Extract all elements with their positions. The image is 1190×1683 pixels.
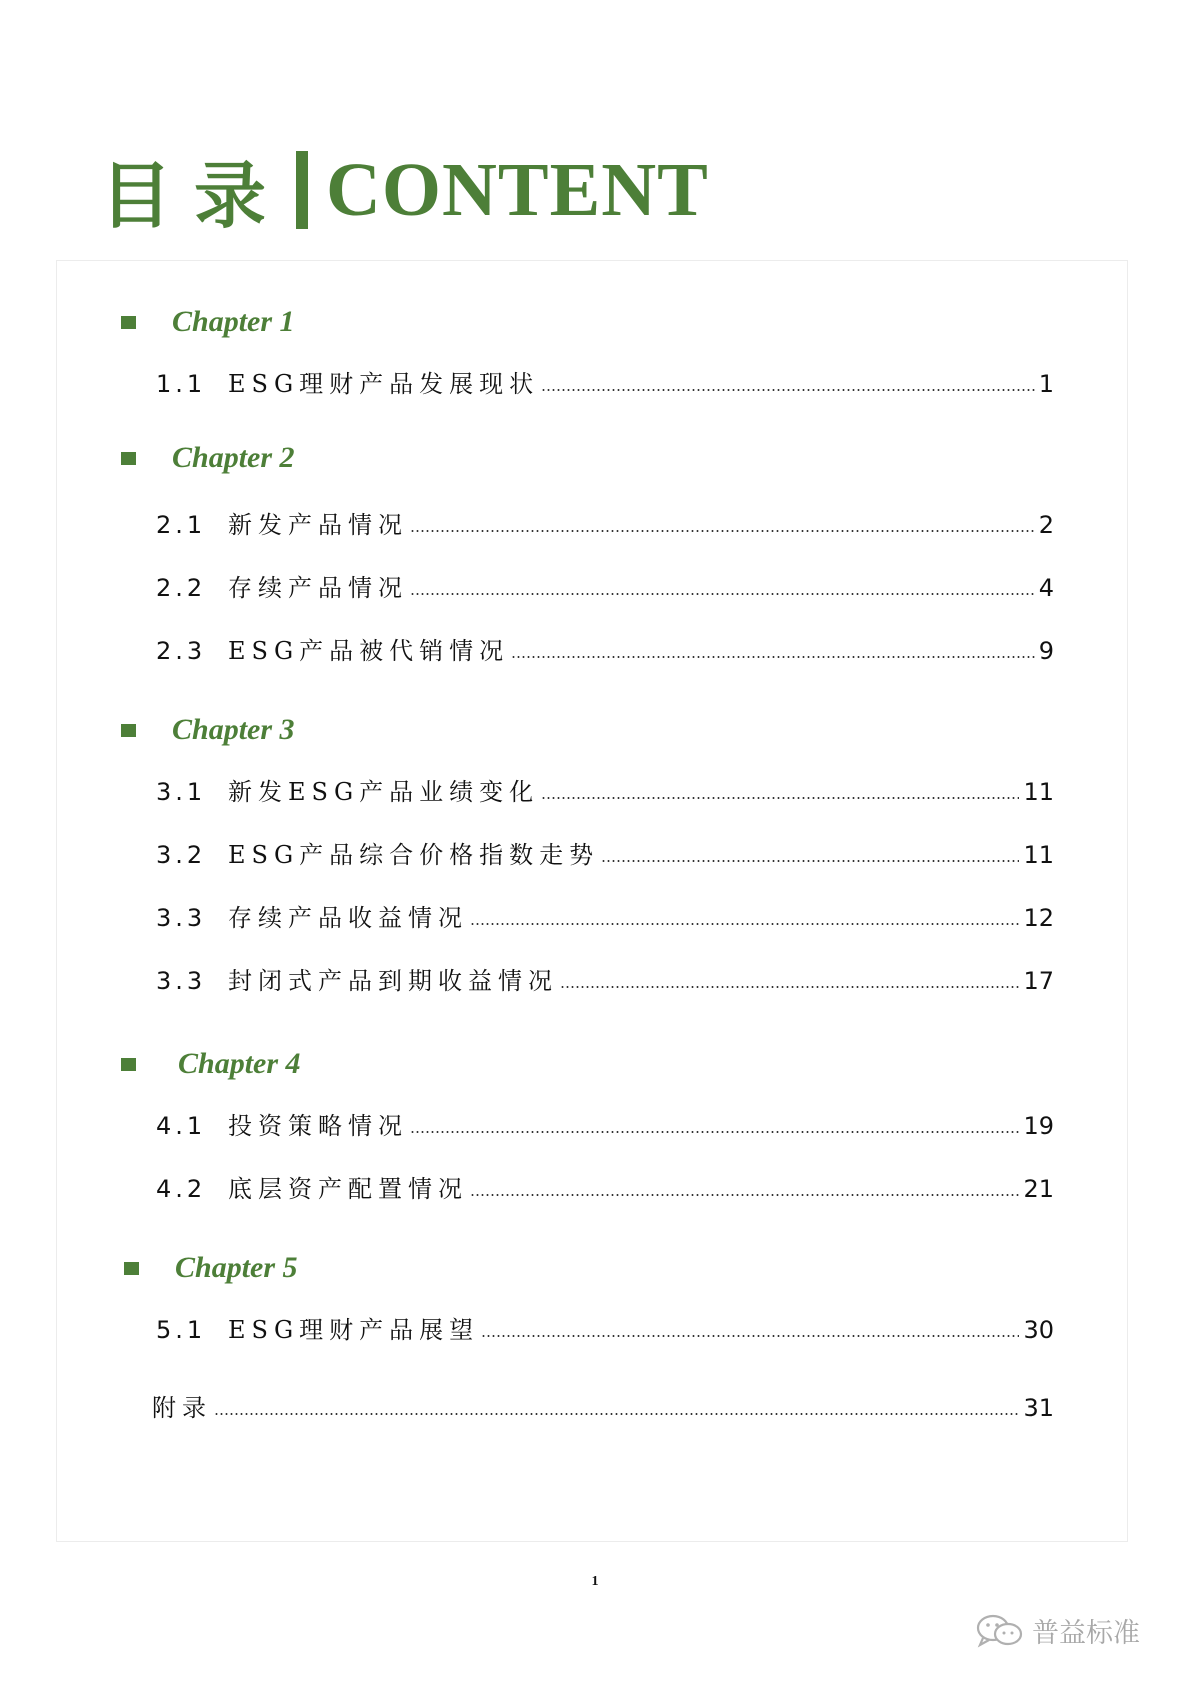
toc-entry-3-4[interactable] [156,962,1054,996]
entry-page: 1 [1038,370,1054,398]
entry-number: 2.2 [156,574,207,602]
toc-entry-1-1[interactable] [156,365,1054,399]
title-english: CONTENT [326,147,709,232]
entry-title: 存续产品收益情况 [228,904,468,932]
entry-number: 4.2 [156,1175,207,1203]
entry-number: 3.1 [156,778,207,806]
entry-number: 3.3 [156,967,207,995]
entry-number: 3.3 [156,904,207,932]
toc-entry-3-1[interactable] [156,773,1054,807]
entry-number: 5.1 [156,1316,207,1344]
chapter-heading-3[interactable] [121,712,295,748]
dot-leader [511,656,1035,658]
bullet-square-icon [124,1262,139,1275]
bullet-square-icon [121,724,136,737]
entry-page: 30 [1023,1316,1054,1344]
dot-leader [470,1194,1019,1196]
entry-page: 12 [1023,904,1054,932]
page-title [100,147,709,238]
toc-entry-3-3[interactable] [156,899,1054,933]
entry-page: 9 [1038,637,1054,665]
entry-number: 3.2 [156,841,207,869]
page-number: 1 [591,1574,599,1589]
entry-page: 21 [1023,1175,1054,1203]
dot-leader [410,593,1035,595]
toc-entry-3-2[interactable] [156,836,1054,870]
entry-title: 投资策略情况 [228,1112,408,1140]
dot-leader [214,1413,1019,1415]
toc-entry-4-2[interactable] [156,1170,1054,1204]
chapter-heading-1[interactable] [121,304,295,340]
entry-title: ESG产品被代销情况 [228,637,510,665]
entry-page: 17 [1023,967,1054,995]
bullet-square-icon [121,316,136,329]
toc-entry-5-1[interactable] [156,1311,1054,1345]
entry-title: 新发ESG产品业绩变化 [228,778,540,806]
title-chinese: 目录 [100,153,289,238]
entry-title: ESG产品综合价格指数走势 [228,841,600,869]
entry-page: 19 [1023,1112,1054,1140]
entry-page: 31 [1023,1394,1054,1422]
dot-leader [481,1335,1019,1337]
entry-page: 11 [1023,841,1054,869]
title-divider [296,151,308,229]
dot-leader [470,923,1019,925]
wechat-icon [976,1614,1024,1648]
dot-leader [541,389,1035,391]
toc-entry-appendix[interactable] [152,1389,1054,1423]
entry-title: 附录 [152,1394,212,1422]
chapter-label: Chapter 1 [172,305,295,338]
entry-number: 1.1 [156,370,207,398]
chapter-label: Chapter 5 [175,1251,298,1284]
entry-title: ESG理财产品发展现状 [228,370,540,398]
chapter-label: Chapter 4 [178,1047,301,1080]
dot-leader [601,860,1019,862]
entry-number: 2.3 [156,637,207,665]
chapter-label: Chapter 2 [172,441,295,474]
dot-leader [560,986,1019,988]
chapter-heading-4[interactable] [121,1046,301,1082]
entry-page: 2 [1038,511,1054,539]
watermark-text: 普益标准 [1032,1618,1140,1649]
entry-page: 4 [1038,574,1054,602]
entry-title: ESG理财产品展望 [228,1316,480,1344]
entry-number: 2.1 [156,511,207,539]
entry-title: 存续产品情况 [228,574,408,602]
entry-page: 11 [1023,778,1054,806]
entry-title: 封闭式产品到期收益情况 [228,967,558,995]
chapter-heading-5[interactable] [124,1250,298,1286]
dot-leader [410,530,1035,532]
chapter-heading-2[interactable] [121,440,295,476]
toc-entry-2-2[interactable] [156,569,1054,603]
bullet-square-icon [121,452,136,465]
entry-title: 新发产品情况 [228,511,408,539]
entry-number: 4.1 [156,1112,207,1140]
toc-entry-2-1[interactable] [156,506,1054,540]
toc-entry-2-3[interactable] [156,632,1054,666]
watermark [976,1611,1140,1650]
entry-title: 底层资产配置情况 [228,1175,468,1203]
dot-leader [410,1131,1019,1133]
dot-leader [541,797,1019,799]
toc-entry-4-1[interactable] [156,1107,1054,1141]
bullet-square-icon [121,1058,136,1071]
chapter-label: Chapter 3 [172,713,295,746]
